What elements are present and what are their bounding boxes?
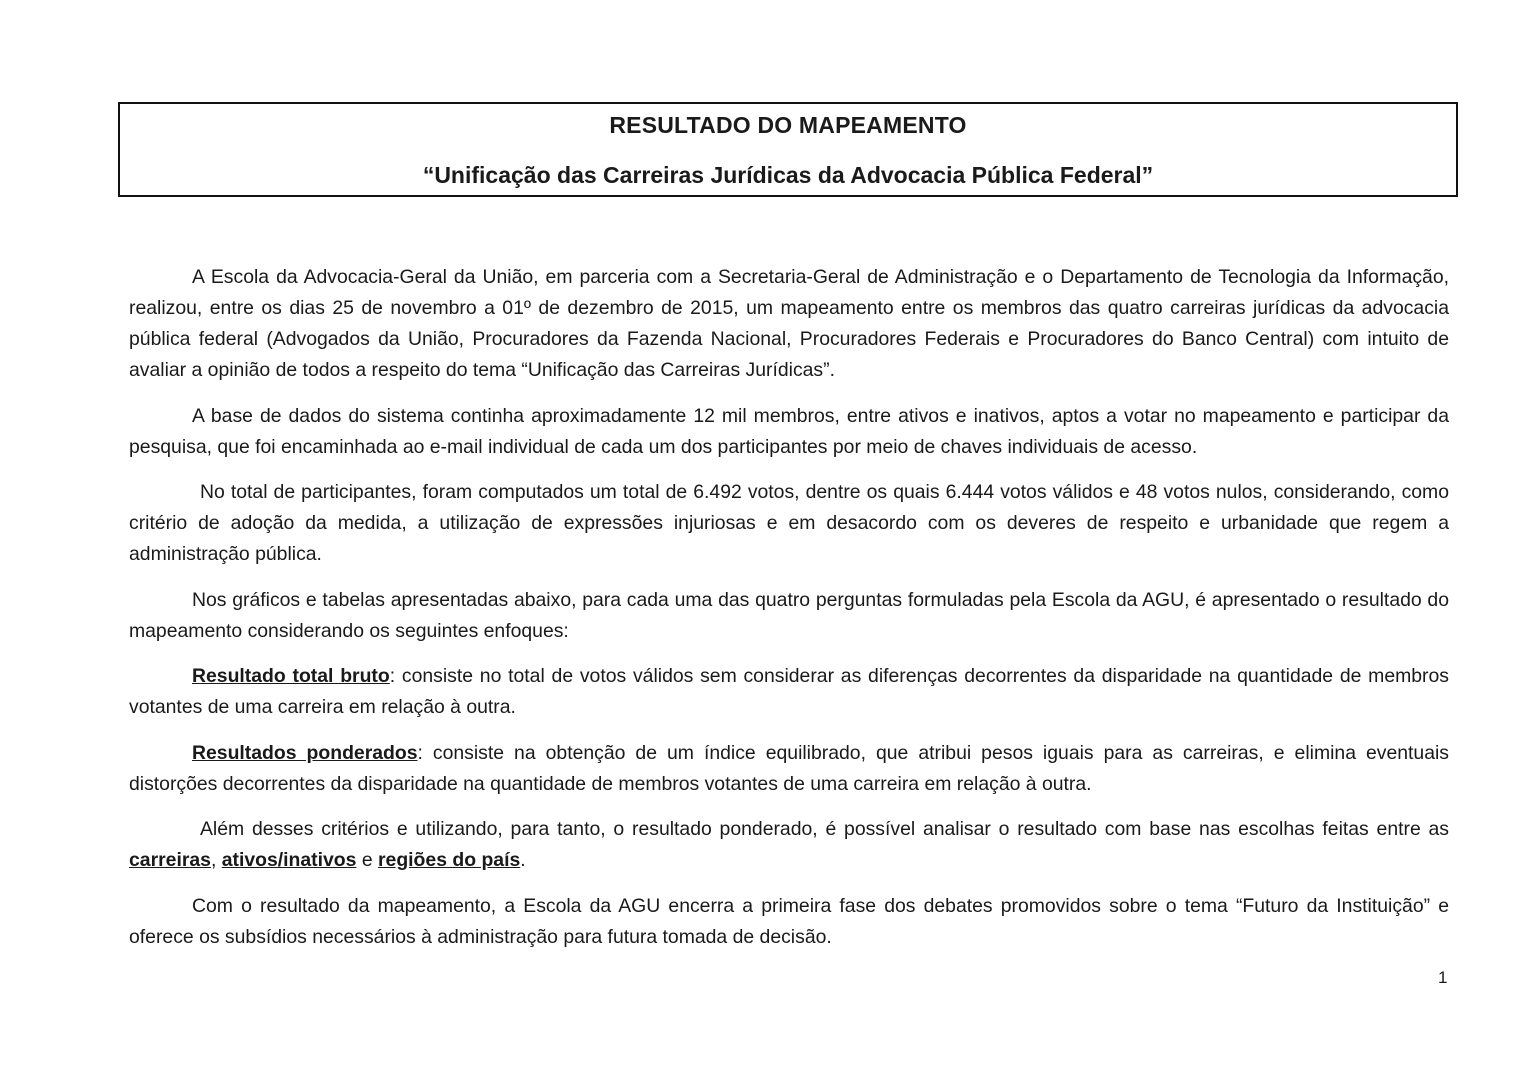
title-box [118, 102, 1458, 197]
weighted-results-definition: : consiste na obtenção de um índice equilibrado, que atribui pesos iguais para as carreiras, e elimina eventuais distorções decorrentes da disparidade na quantidade de membros votantes de uma carreira em relação à outra. [129, 741, 1449, 795]
paragraph-intro: A Escola da Advocacia-Geral da União, em parceria com a Secretaria-Geral de Administração e o Departamento de Tecnologia da Informação, realizou, entre os dias 25 de novembro a 01º de dezembro de 2015, um mapeamento entre os membros das quatro carreiras jurídicas da advocacia pública federal (Advogados da União, Procuradores da Fazenda Nacional, Procuradores Federais e Procuradores do Banco Central) com intuito de avaliar a opinião de todos a respeito do tema “Unificação das Carreiras Jurídicas”. [129, 266, 1449, 381]
gross-result-definition: : consiste no total de votos válidos sem considerar as diferenças decorrentes da disparidade na quantidade de membros votantes de uma carreira em relação à outra. [129, 665, 1449, 718]
criteria-intro: Além desses critérios e utilizando, para tanto, o resultado ponderado, é possível analisar o resultado com base nas escolhas feitas entre as [200, 818, 1449, 840]
document-title: RESULTADO DO MAPEAMENTO [609, 112, 967, 138]
paragraph-approach: Nos gráficos e tabelas apresentadas abaixo, para cada uma das quatro perguntas formuladas pela Escola da AGU, é apresentado o resultado do mapeamento considerando os seguintes enfoques: [129, 588, 1449, 642]
paragraph-conclusion: Com o resultado da mapeamento, a Escola da AGU encerra a primeira fase dos debates promovidos sobre o tema “Futuro da Instituição” e oferece os subsídios necessários à administração para futura tomada de decisão. [129, 894, 1449, 948]
term-active-inactive: ativos/inativos [221, 849, 357, 871]
term-gross-result: Resultado total bruto [192, 665, 390, 687]
paragraph-weighted-results [129, 738, 1449, 800]
paragraph-criteria [129, 814, 1449, 876]
document-body [129, 262, 1449, 967]
criteria-end: . [520, 849, 526, 871]
term-regions: regiões do país [378, 849, 521, 871]
paragraph-votes: No total de participantes, foram computados um total de 6.492 votos, dentre os quais 6.444 votos válidos e 48 votos nulos, considerando, como critério de adoção da medida, a utilização de expressões injuriosas e em desacordo com os deveres de respeito e urbanidade que regem a administração pública. [129, 481, 1449, 565]
paragraph-gross-result [129, 661, 1449, 723]
criteria-separator-1: , [210, 849, 222, 871]
term-careers: carreiras [129, 849, 211, 871]
criteria-separator-2: e [356, 849, 378, 871]
document-subtitle: “Unificação das Carreiras Jurídicas da Advocacia Pública Federal” [422, 162, 1154, 188]
page-number: 1 [1438, 968, 1448, 987]
paragraph-database: A base de dados do sistema continha aproximadamente 12 mil membros, entre ativos e inativos, aptos a votar no mapeamento e participar da pesquisa, que foi encaminhada ao e-mail individual de cada um dos participantes por meio de chaves individuais de acesso. [129, 404, 1449, 458]
term-weighted-results: Resultados ponderados [192, 741, 418, 764]
